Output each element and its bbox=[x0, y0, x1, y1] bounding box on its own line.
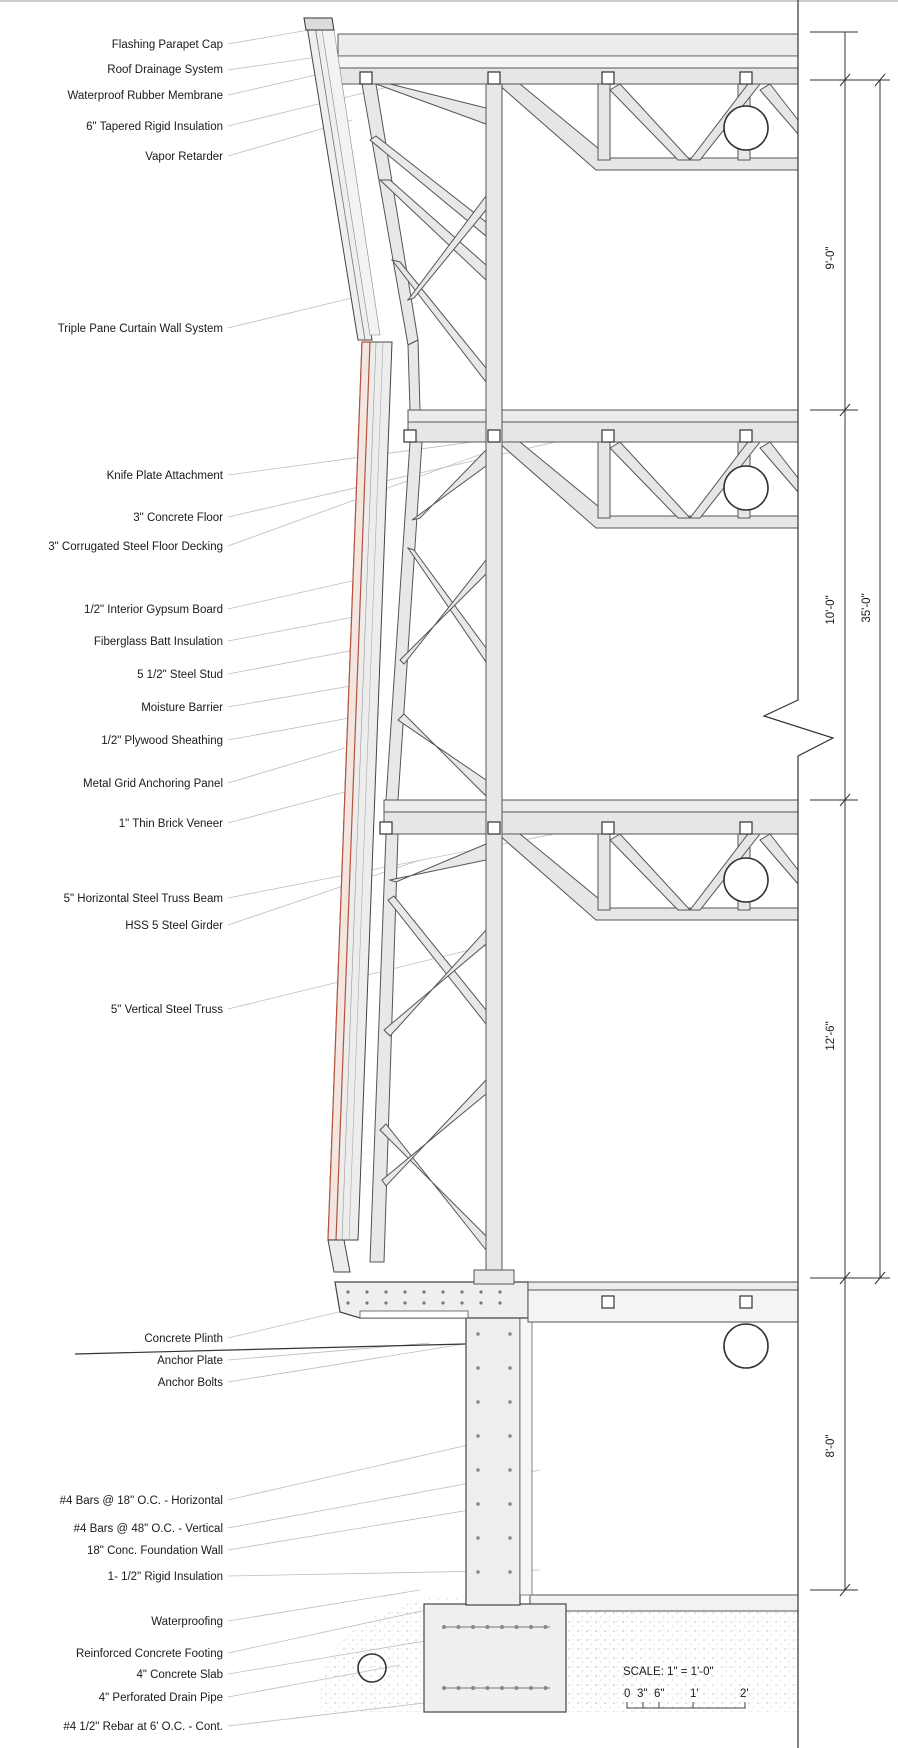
callout-label: 6" Tapered Rigid Insulation bbox=[86, 121, 223, 133]
callout-labels bbox=[48, 39, 224, 1733]
hss-girder-nodes bbox=[360, 72, 752, 1308]
girder-node bbox=[602, 430, 614, 442]
callout-label: Triple Pane Curtain Wall System bbox=[57, 323, 223, 335]
footing-bar-dot bbox=[471, 1686, 475, 1690]
callout-label: Waterproofing bbox=[151, 1616, 223, 1628]
callout-label: #4 Bars @ 18" O.C. - Horizontal bbox=[59, 1495, 223, 1507]
callout-label: 5" Horizontal Steel Truss Beam bbox=[63, 893, 223, 905]
rebar-dot bbox=[476, 1332, 480, 1336]
footing-bar-dot bbox=[486, 1625, 490, 1629]
plinth-dot bbox=[479, 1301, 482, 1304]
callout-label: Waterproof Rubber Membrane bbox=[67, 90, 223, 102]
footing-bar-dot bbox=[544, 1625, 548, 1629]
footing-bar-dot bbox=[457, 1625, 461, 1629]
callout-label: #4 1/2" Rebar at 6' O.C. - Cont. bbox=[63, 1721, 223, 1733]
ducts bbox=[724, 106, 768, 1368]
grade-gravel-interior bbox=[572, 1598, 798, 1712]
plinth-dot bbox=[365, 1301, 368, 1304]
rebar-dot bbox=[508, 1536, 512, 1540]
rebar-dot bbox=[508, 1502, 512, 1506]
footing-bar-dot bbox=[544, 1686, 548, 1690]
girder-node bbox=[380, 822, 392, 834]
floor-slab-1 bbox=[384, 800, 798, 834]
scale-tick-6in: 6" bbox=[654, 1688, 665, 1700]
girder-node bbox=[488, 72, 500, 84]
callout-label: 1/2" Interior Gypsum Board bbox=[84, 604, 223, 616]
rebar-dot bbox=[476, 1502, 480, 1506]
duct-circle bbox=[724, 1324, 768, 1368]
callout-label: Vapor Retarder bbox=[145, 151, 223, 163]
plinth-dot bbox=[498, 1290, 501, 1293]
plinth-dot bbox=[384, 1290, 387, 1293]
plinth-dot bbox=[346, 1301, 349, 1304]
callout-label: 3" Concrete Floor bbox=[133, 512, 223, 524]
footing-bar-dot bbox=[442, 1686, 446, 1690]
girder-node bbox=[740, 822, 752, 834]
footing-bar-dot bbox=[529, 1625, 533, 1629]
footing-bar-dot bbox=[529, 1686, 533, 1690]
flashing-parapet-cap bbox=[304, 18, 334, 30]
scale-tick-3in: 3" bbox=[637, 1688, 648, 1700]
anchor-plate bbox=[360, 1311, 468, 1318]
rebar-dot bbox=[508, 1468, 512, 1472]
plinth-dot bbox=[441, 1301, 444, 1304]
rebar-dot bbox=[476, 1536, 480, 1540]
vertical-steel-truss bbox=[362, 84, 514, 1284]
scale-title: SCALE: 1" = 1'-0" bbox=[623, 1666, 714, 1678]
callout-label: HSS 5 Steel Girder bbox=[125, 920, 223, 932]
section-break-line bbox=[764, 0, 833, 1748]
rebar-dot bbox=[476, 1468, 480, 1472]
footing-bar-dot bbox=[486, 1686, 490, 1690]
rebar-dot bbox=[476, 1366, 480, 1370]
rebar-dot bbox=[508, 1332, 512, 1336]
girder-node bbox=[740, 430, 752, 442]
rebar-dot bbox=[476, 1434, 480, 1438]
callout-label: Reinforced Concrete Footing bbox=[75, 1648, 223, 1660]
plinth-dot bbox=[479, 1290, 482, 1293]
concrete-footing bbox=[424, 1604, 566, 1712]
footing-bar-dot bbox=[442, 1625, 446, 1629]
plinth-dot bbox=[498, 1301, 501, 1304]
rigid-insulation bbox=[520, 1283, 532, 1595]
rebar-dot bbox=[476, 1570, 480, 1574]
plinth-dot bbox=[403, 1301, 406, 1304]
dim-10ft: 10'-0" bbox=[825, 595, 837, 625]
callout-label: 5" Vertical Steel Truss bbox=[110, 1004, 223, 1016]
callout-label: Anchor Plate bbox=[157, 1355, 223, 1367]
scale-tick-1ft: 1' bbox=[690, 1688, 699, 1700]
girder-node bbox=[740, 72, 752, 84]
girder-node bbox=[602, 822, 614, 834]
footing-bar-dot bbox=[515, 1625, 519, 1629]
plinth-dot bbox=[403, 1290, 406, 1293]
callout-label: 1/2" Plywood Sheathing bbox=[101, 735, 223, 747]
plinth-dot bbox=[346, 1290, 349, 1293]
anchor-plate-leader bbox=[75, 1344, 465, 1354]
girder-node bbox=[488, 430, 500, 442]
duct-circle bbox=[724, 466, 768, 510]
roof-slab bbox=[338, 34, 798, 84]
callout-label: Fiberglass Batt Insulation bbox=[93, 636, 223, 648]
plinth-dot bbox=[441, 1290, 444, 1293]
footing-bar-dot bbox=[500, 1686, 504, 1690]
dim-9ft: 9'-0" bbox=[825, 246, 837, 270]
callout-label: #4 Bars @ 48" O.C. - Vertical bbox=[73, 1523, 223, 1535]
footing-bar-dot bbox=[471, 1625, 475, 1629]
callout-label: Concrete Plinth bbox=[144, 1333, 223, 1345]
scale-tick-0: 0 bbox=[624, 1688, 631, 1700]
callout-label: Flashing Parapet Cap bbox=[111, 39, 223, 51]
callout-label: Anchor Bolts bbox=[157, 1377, 223, 1389]
girder-node bbox=[602, 72, 614, 84]
ground-floor-beam bbox=[528, 1290, 798, 1322]
callout-label: Roof Drainage System bbox=[107, 64, 223, 76]
footing-bar-dot bbox=[457, 1686, 461, 1690]
callout-label: 1" Thin Brick Veneer bbox=[118, 818, 223, 830]
plinth-dot bbox=[384, 1301, 387, 1304]
rebar-dot bbox=[508, 1570, 512, 1574]
rebar-dot bbox=[508, 1434, 512, 1438]
dim-12ft6: 12'-6" bbox=[825, 1021, 837, 1051]
footing-bar-dot bbox=[515, 1686, 519, 1690]
duct-circle bbox=[724, 106, 768, 150]
girder-node bbox=[404, 430, 416, 442]
rebar-dot bbox=[508, 1366, 512, 1370]
plinth-dot bbox=[422, 1290, 425, 1293]
callout-label: 5 1/2" Steel Stud bbox=[137, 669, 223, 681]
dim-8ft: 8'-0" bbox=[825, 1434, 837, 1458]
callout-label: 4" Concrete Slab bbox=[136, 1669, 223, 1681]
callout-label: Metal Grid Anchoring Panel bbox=[83, 778, 223, 790]
callout-label: 4" Perforated Drain Pipe bbox=[98, 1692, 223, 1704]
duct-circle bbox=[724, 858, 768, 902]
callout-label: 3" Corrugated Steel Floor Decking bbox=[48, 541, 223, 553]
callout-label: Knife Plate Attachment bbox=[106, 470, 223, 482]
plinth-dot bbox=[422, 1301, 425, 1304]
foundation-wall bbox=[466, 1283, 520, 1605]
girder-node bbox=[360, 72, 372, 84]
callout-label: Moisture Barrier bbox=[141, 702, 223, 714]
callout-label: 18" Conc. Foundation Wall bbox=[87, 1545, 223, 1557]
plinth-dot bbox=[365, 1290, 368, 1293]
plinth-dot bbox=[460, 1301, 463, 1304]
rebar-dot bbox=[476, 1400, 480, 1404]
leader-lines bbox=[228, 28, 660, 1726]
footing-bar-dot bbox=[500, 1625, 504, 1629]
concrete-slab bbox=[530, 1595, 798, 1611]
base-panel bbox=[328, 1240, 350, 1272]
scale-tick-2ft: 2' bbox=[740, 1688, 749, 1700]
ground-floor-slab bbox=[528, 1282, 798, 1290]
girder-node bbox=[488, 822, 500, 834]
girder-node bbox=[740, 1296, 752, 1308]
callout-label: 1- 1/2" Rigid Insulation bbox=[107, 1571, 223, 1583]
rebar-dot bbox=[508, 1400, 512, 1404]
dim-35ft: 35'-0" bbox=[861, 593, 873, 623]
dimension-lines bbox=[810, 32, 890, 1596]
girder-node bbox=[602, 1296, 614, 1308]
plinth-dot bbox=[460, 1290, 463, 1293]
